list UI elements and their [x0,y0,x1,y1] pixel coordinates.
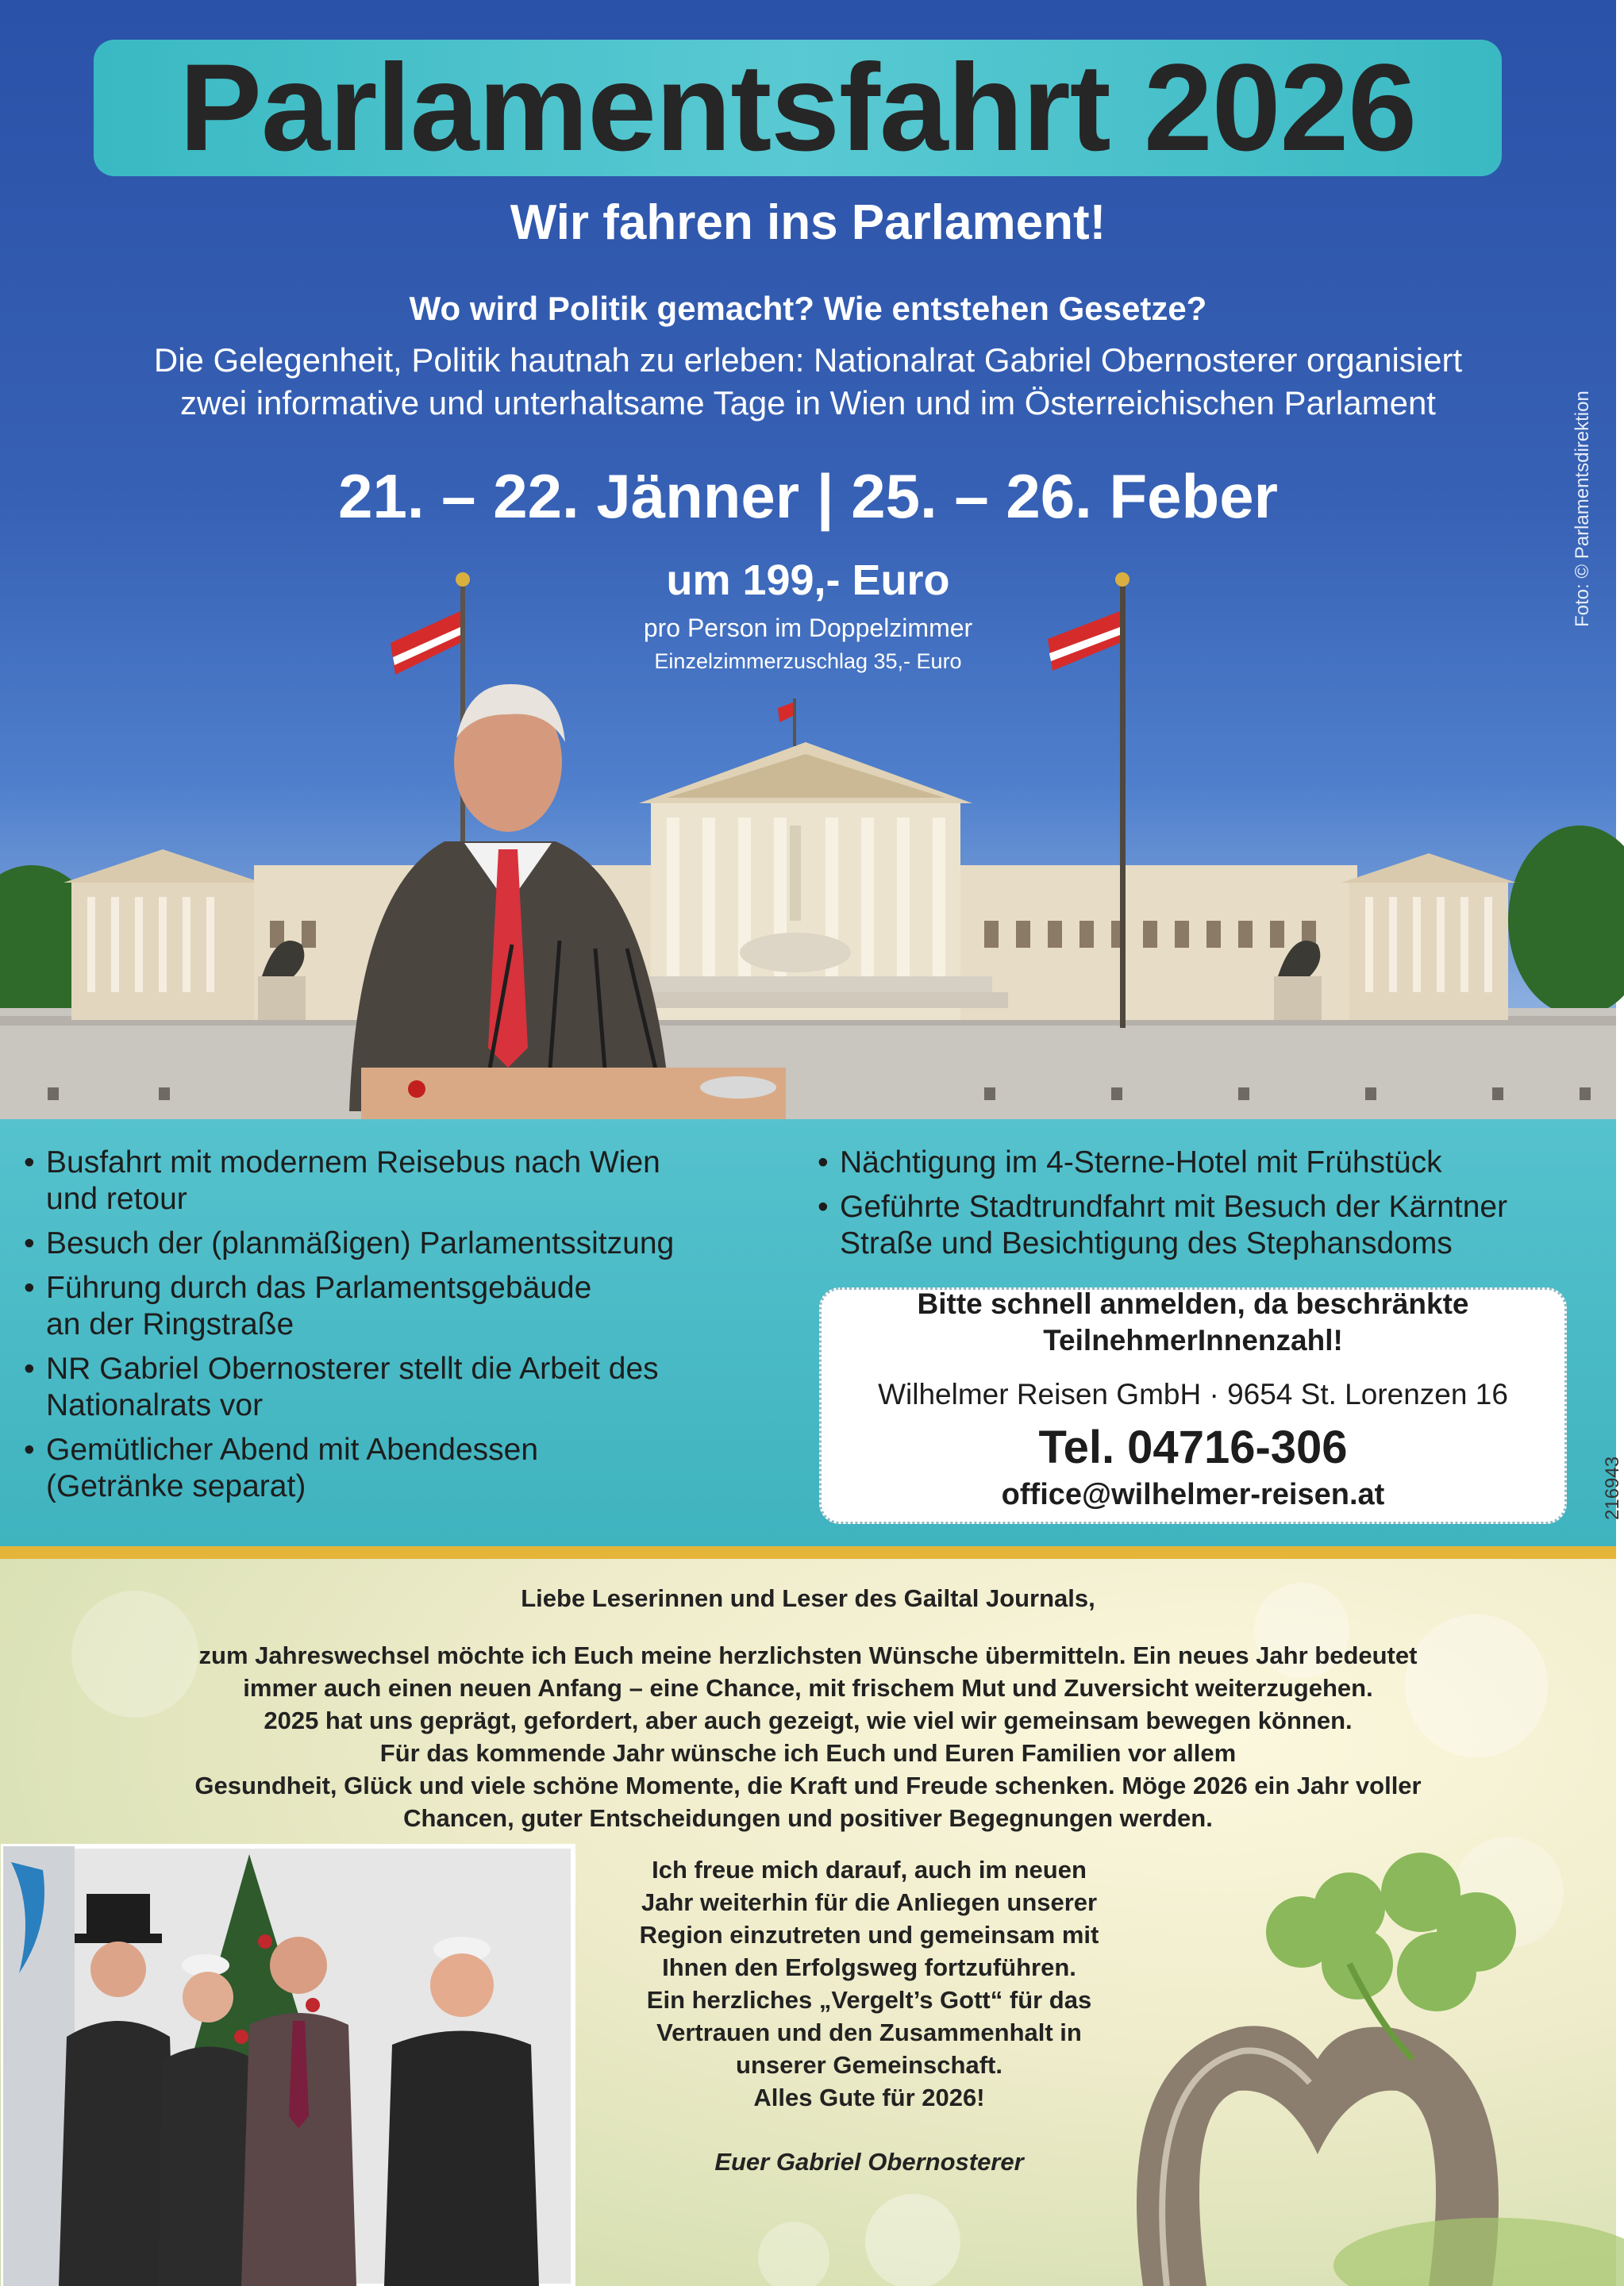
phone-number[interactable]: Tel. 04716-306 [1038,1422,1348,1473]
letter-closing-line: Region einzutreten und gemeinsam mit [639,1921,1099,1949]
letter-intro-line: immer auch einen neuen Anfang – eine Chance, mit frischem Mut und Zuversicht weiterzugehen. [243,1674,1373,1702]
photo-credit: Foto: © Parlamentsdirektion [1572,391,1593,627]
letter-intro-line: 2025 hat uns geprägt, gefordert, aber auch gezeigt, wie viel wir gemeinsam bewegen können. [264,1707,1353,1734]
page-title: Parlamentsfahrt 2026 [179,39,1417,177]
trip-dates: 21. – 22. Jänner | 25. – 26. Feber [338,461,1278,531]
feature-item: • Nächtigung im 4-Sterne-Hotel mit Frühstück [818,1145,1442,1181]
features-section [0,1119,1623,1546]
letter-intro-line: zum Jahreswechsel möchte ich Euch meine herzlichsten Wünsche übermitteln. Ein neues Jahr bedeutet [198,1641,1418,1669]
letter-closing-line: Ein herzliches „Vergelt’s Gott“ für das [646,1986,1092,2014]
letter-intro-line: Für das kommende Jahr wünsche ich Euch und Euren Familien vor allem [379,1739,1237,1767]
registration-note-2: TeilnehmerInnenzahl! [1043,1324,1343,1357]
letter-closing-line: Jahr weiterhin für die Anliegen unserer [641,1888,1098,1916]
letter-closing-line: Alles Gute für 2026! [753,2084,985,2111]
feature-item: • Gemütlicher Abend mit Abendessen (Getränke separat) [24,1432,538,1505]
letter-closing-line: unserer Gemeinschaft. [736,2051,1002,2079]
company-address: Wilhelmer Reisen GmbH · 9654 St. Lorenzen 16 [878,1378,1508,1410]
hero-section [0,0,1616,1119]
feature-item: • Geführte Stadtrundfahrt mit Besuch der Kärntner Straße und Besichtigung des Stephansdoms [818,1189,1507,1262]
price-note-single-supplement: Einzelzimmerzuschlag 35,- Euro [654,649,962,673]
letter-closing-line: Vertrauen und den Zusammenhalt in [656,2019,1082,2046]
group-photo [3,1846,573,2286]
question-line: Wo wird Politik gemacht? Wie entstehen Gesetze? [409,290,1207,327]
letter-closing-line: Ich freue mich darauf, auch im neuen [652,1856,1087,1884]
intro-line-2: zwei informative und unterhaltsame Tage in Wien und im Österreichischen Parlament [180,384,1436,421]
feature-item: • Führung durch das Parlamentsgebäude an der Ringstraße [24,1270,591,1343]
letter-greeting: Liebe Leserinnen und Leser des Gailtal Journals, [521,1584,1095,1612]
letter-closing-line: Ihnen den Erfolgsweg fortzuführen. [662,1953,1076,1981]
price: um 199,- Euro [666,556,950,604]
letter-intro-line: Gesundheit, Glück und viele schöne Momente, die Kraft und Freude schenken. Möge 2026 ein Jahr voller [194,1772,1422,1799]
subtitle: Wir fahren ins Parlament! [510,195,1106,250]
ad-number: 216943 [1602,1456,1623,1520]
feature-item: • Besuch der (planmäßigen) Parlamentssitzung [24,1226,674,1262]
horseshoe-clover-illustration [1079,1821,1616,2286]
feature-item: • Busfahrt mit modernem Reisebus nach Wien und retour [24,1145,660,1218]
letter-section [0,1559,1616,2286]
intro-line-1: Die Gelegenheit, Politik hautnah zu erleben: Nationalrat Gabriel Obernosterer organisiert [153,341,1463,379]
price-note-double-room: pro Person im Doppelzimmer [643,614,973,642]
email-link[interactable]: office@wilhelmer-reisen.at [1001,1478,1385,1511]
registration-note-1: Bitte schnell anmelden, da beschränkte [917,1287,1469,1320]
feature-item: • NR Gabriel Obernosterer stellt die Arbeit des Nationalrats vor [24,1351,659,1424]
divider [0,1546,1616,1559]
letter-signature: Euer Gabriel Obernosterer [714,2148,1024,2176]
letter-intro-line: Chancen, guter Entscheidungen und positiver Begegnungen werden. [403,1804,1213,1832]
